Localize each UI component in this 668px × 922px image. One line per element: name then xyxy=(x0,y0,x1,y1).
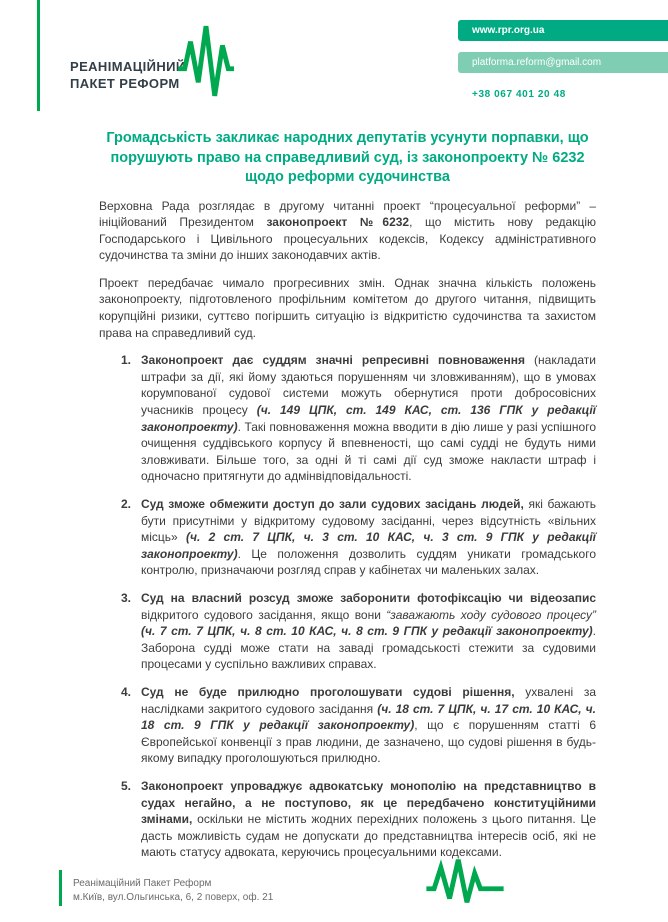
list-item xyxy=(99,352,596,485)
list-item xyxy=(99,684,596,767)
list-item-number: 3. xyxy=(121,590,132,605)
footer-org-name: Реанімаційний Пакет Реформ xyxy=(73,878,212,889)
contact-badges xyxy=(458,20,668,116)
document-body xyxy=(99,129,596,872)
list-item-text: Законопроект дає суддям значні репресивні повноваження (накладати штрафи за дії, які йому здаються порушенням чи зловживанням), що в умовах корумпованої судової системи можуть обернутися проти добросовісних учасників процесу (ч. 149 ЦПК, ст. 149 КАС, ст. 136 ГПК у редакції законопроекту). Такі повноваження можна вводити в дію лише у разі успішного очищення суддівського корпусу й впевненості, що самі судді не будуть ними зловживати. Більше того, за одні й ті самі дії суд зможе накласти штраф і одночасно притягнути до адмінвідповідальності. xyxy=(141,353,596,484)
list-item-text: Суд зможе обмежити доступ до зали судових засідань людей, які бажають бути присутніми у відкритому судовому засіданні, через відсутність «вільних місць» (ч. 2 ст. 7 ЦПК, ч. 3 ст. 10 КАС, ч. 3 ст. 9 ГПК у редакції законопроекту). Це положення дозволить суддям уникати громадського контролю, призначаючи розгляд справ у кабінетах чи маленьких залах. xyxy=(141,497,596,578)
top-accent-line xyxy=(37,0,40,111)
list-item-number: 5. xyxy=(121,778,132,793)
list-item-text: Суд не буде прилюдно проголошувати судові рішення, ухвалені за наслідками закритого судового засідання (ч. 18 ст. 7 ЦПК, ч. 17 ст. 10 КАС, ч. 18 ст. 9 ГПК у редакції законопроекту), що є порушенням статті 6 Європейської конвенції з прав людини, де зазначено, що судові рішення в будь-якому випадку проголошуються прилюдно. xyxy=(141,684,596,766)
list-item xyxy=(99,778,596,861)
list-item xyxy=(99,496,596,579)
numbered-list xyxy=(99,352,596,861)
heartbeat-icon xyxy=(424,854,506,910)
list-item-text: Законопроект упроваджує адвокатську монополію на представництво в судах негайно, а не поступово, як це передбачено конституційними змінами, оскільки не містить жодних перехідних положень з цього питання. Це дасть можливість судам не допускати до представництва інтересів осіб, які не мають статусу адвоката, керуючись процесуальними кодексами. xyxy=(141,778,596,860)
overview-paragraph: Проект передбачає чимало прогресивних змін. Однак значна кількість положень законопроекту, підготовленого профільним комітетом до другого читання, підвищить корупційні ризики, суттєво погіршить ситуацію із відкритістю судочинства та захистом права на справедливий суд. xyxy=(99,275,596,340)
phone-badge: +38 067 401 20 48 xyxy=(472,89,566,100)
footer-address: м.Київ, вул.Ольгинська, 6, 2 поверх, оф. 21 xyxy=(73,892,274,903)
footer-accent-line xyxy=(59,870,62,906)
list-item-number: 1. xyxy=(121,353,132,368)
website-badge: www.rpr.org.ua xyxy=(458,20,668,41)
logo-wordmark xyxy=(70,58,186,92)
list-item xyxy=(99,590,596,673)
document-title: Громадськість закликає народних депутатів усунути порпавки, що порушують право на справедливий суд, із законопроекту № 6232 щодо реформи судочинства xyxy=(106,130,589,185)
email-badge: platforma.reform@gmail.com xyxy=(458,52,668,73)
list-item-text: Суд на власний розсуд зможе заборонити фотофіксацію чи відеозапис відкритого судового засідання, якщо вони “заважають ходу судового процесу” (ч. 7 ст. 7 ЦПК, ч. 8 ст. 10 КАС, ч. 8 ст. 9 ГПК у редакції законопроекту). Заборона судді може стати на заваді громадськості стежити за судовими процесами у суспільно важливих справах. xyxy=(141,590,596,672)
intro-paragraph: Верховна Рада розглядає в другому читанні проект “процесуальної реформи” – ініційований Президентом законопроект №6232, що містить нову редакцію Господарського і Цивільного процесуальних кодексів, Кодексу адміністративного судочинства та зміни до інших законодавчих актів. xyxy=(99,198,597,263)
list-item-number: 4. xyxy=(121,684,132,699)
footer xyxy=(73,877,273,905)
heartbeat-icon xyxy=(176,20,236,102)
logo-line1: РЕАНІМАЦІЙНИЙ xyxy=(70,59,186,74)
logo-line2: ПАКЕТ РЕФОРМ xyxy=(70,76,180,91)
list-item-number: 2. xyxy=(121,497,132,511)
